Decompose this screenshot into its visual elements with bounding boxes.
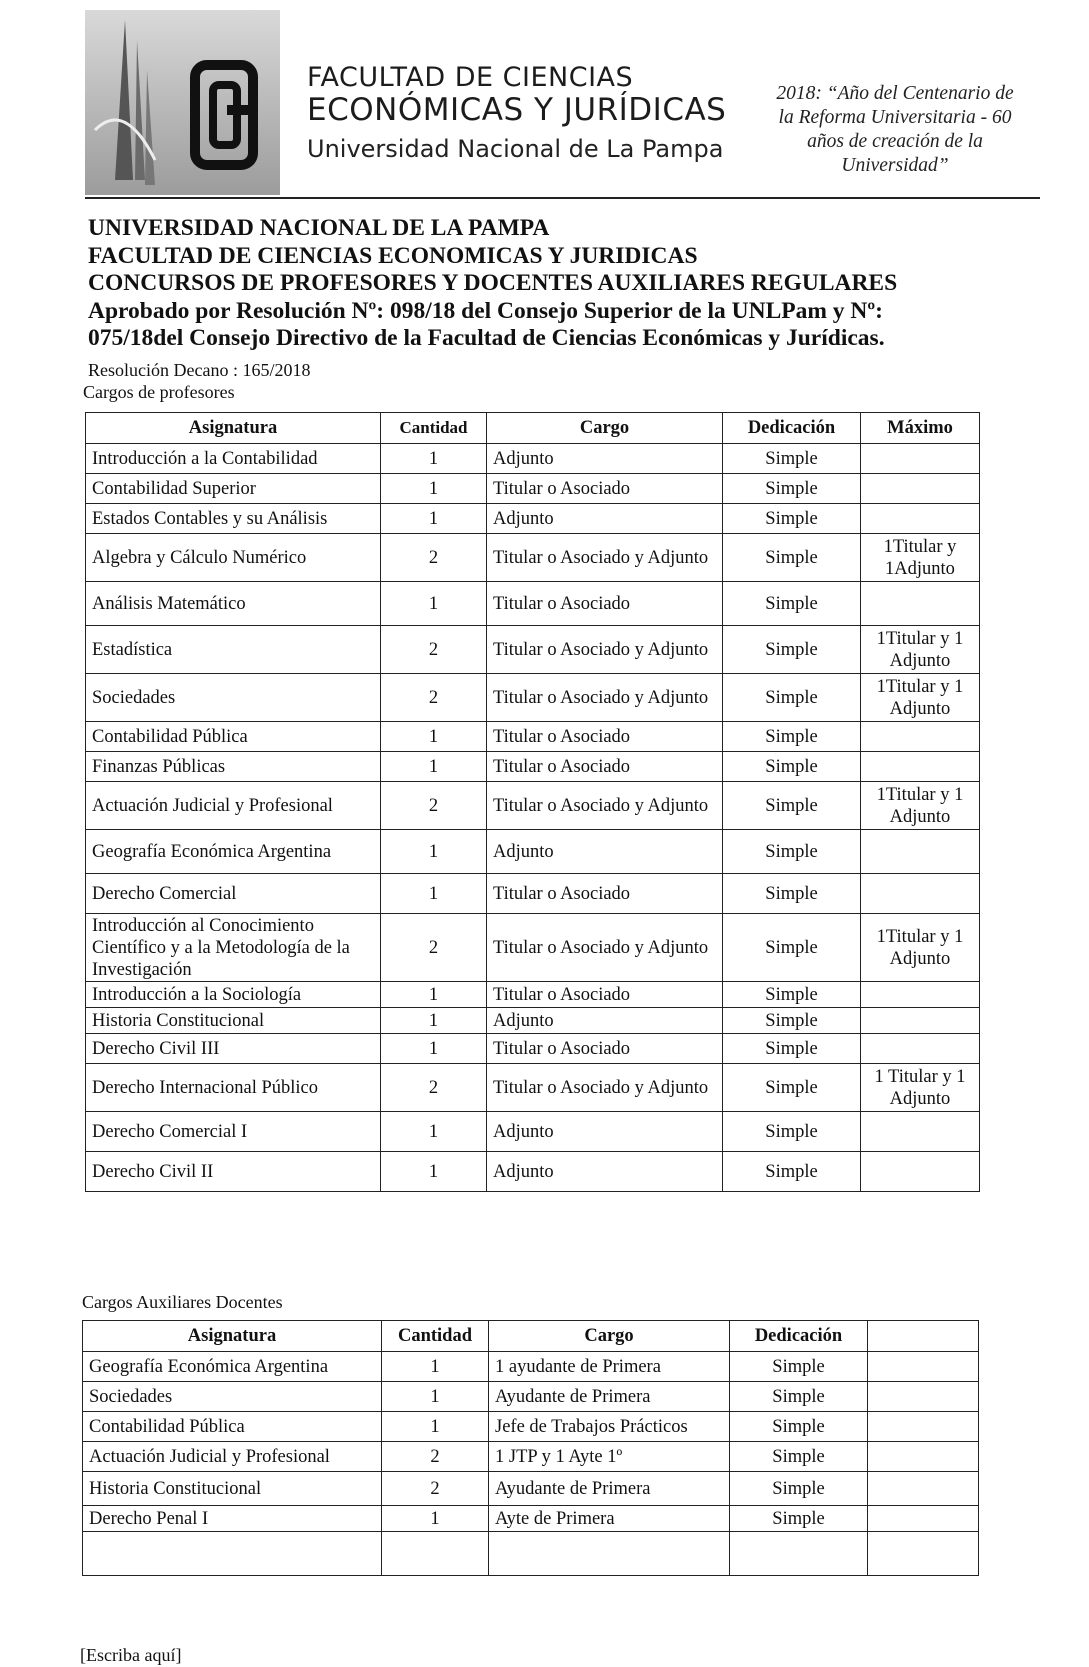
document-titles [88,215,1048,353]
cell-cantidad: 1 [381,1008,487,1034]
cell-dedicacion: Simple [723,1112,861,1152]
cell-asignatura: Derecho Penal I [83,1506,382,1532]
cell-maximo [861,474,980,504]
table-row [86,626,980,674]
cell-cantidad: 2 [381,534,487,582]
university-name: Universidad Nacional de La Pampa [307,135,724,163]
table-row [86,830,980,874]
cell-dedicacion: Simple [730,1382,868,1412]
cell-cantidad: 1 [381,582,487,626]
year-motto [750,82,1040,178]
cell-dedicacion: Simple [723,752,861,782]
table-row [83,1472,979,1506]
cell-dedicacion: Simple [723,474,861,504]
table-row [86,674,980,722]
table-row [86,582,980,626]
cell-cargo: Jefe de Trabajos Prácticos [489,1412,730,1442]
cell-cargo: Titular o Asociado [487,752,723,782]
table-row [83,1442,979,1472]
cell-asignatura: Geografía Económica Argentina [86,830,381,874]
table-header-row [86,413,980,444]
cell-cargo: Titular o Asociado [487,874,723,914]
cell-asignatura: Contabilidad Superior [86,474,381,504]
cell-cargo: Ayudante de Primera [489,1382,730,1412]
cell-dedicacion: Simple [723,1064,861,1112]
cell-asignatura: Introducción a la Contabilidad [86,444,381,474]
cell-cantidad [382,1532,489,1576]
cell-asignatura: Introducción al Conocimiento Científico y a la Metodología de la Investigación [86,914,381,982]
auxiliares-section-label: Cargos Auxiliares Docentes [82,1292,283,1312]
cell-maximo: 1 Titular y 1 Adjunto [861,1064,980,1112]
cell-dedicacion: Simple [723,914,861,982]
cell-cargo: Titular o Asociado y Adjunto [487,626,723,674]
cell-cargo: Adjunto [487,830,723,874]
motto-line: 2018: “Año del Centenario de [776,83,1014,104]
cell-cantidad: 1 [381,982,487,1008]
faculty-name-line1: FACULTAD DE CIENCIAS [307,62,634,93]
cell-cantidad: 2 [381,1064,487,1112]
table-header-row [83,1321,979,1352]
table-row [86,914,980,982]
cell-cargo: Adjunto [487,1008,723,1034]
cell-asignatura: Sociedades [83,1382,382,1412]
cell-asignatura: Geografía Económica Argentina [83,1352,382,1382]
title-line: Aprobado por Resolución Nº: 098/18 del Consejo Superior de la UNLPam y Nº: [88,297,883,324]
header-cantidad: Cantidad [381,413,487,444]
cell-dedicacion: Simple [730,1506,868,1532]
cell-dedicacion: Simple [730,1352,868,1382]
table-row [86,1152,980,1192]
cell-asignatura: Análisis Matemático [86,582,381,626]
cell-cargo: Titular o Asociado y Adjunto [487,914,723,982]
cell-dedicacion: Simple [723,534,861,582]
cell-cargo: Titular o Asociado [487,982,723,1008]
faculty-name-line2: ECONÓMICAS Y JURÍDICAS [307,92,727,128]
header-cargo: Cargo [489,1321,730,1352]
title-line: CONCURSOS DE PROFESORES Y DOCENTES AUXILIARES REGULARES [88,270,898,296]
cell-maximo: 1Titular y 1 Adjunto [861,914,980,982]
cell-maximo [861,752,980,782]
header-asignatura: Asignatura [83,1321,382,1352]
cell-cantidad: 1 [382,1382,489,1412]
title-line: UNIVERSIDAD NACIONAL DE LA PAMPA [88,215,550,241]
cell-asignatura: Finanzas Públicas [86,752,381,782]
cell-asignatura: Actuación Judicial y Profesional [86,782,381,830]
cell-asignatura: Actuación Judicial y Profesional [83,1442,382,1472]
table-row [86,504,980,534]
cell-dedicacion [730,1532,868,1576]
cell-extra [868,1472,979,1506]
header-dedicacion: Dedicación [723,413,861,444]
cell-cantidad: 1 [381,752,487,782]
cell-cargo: Titular o Asociado [487,1034,723,1064]
cell-asignatura: Derecho Civil III [86,1034,381,1064]
cell-asignatura: Sociedades [86,674,381,722]
cell-extra [868,1442,979,1472]
cell-cantidad: 2 [381,914,487,982]
cell-dedicacion: Simple [723,782,861,830]
cell-dedicacion: Simple [723,626,861,674]
table-row [86,1034,980,1064]
cell-cargo: Adjunto [487,504,723,534]
motto-line: la Reforma Universitaria - 60 [778,107,1012,128]
cell-maximo [861,874,980,914]
table-row [86,474,980,504]
table-row [83,1412,979,1442]
cell-cargo: Ayte de Primera [489,1506,730,1532]
cell-asignatura: Contabilidad Pública [86,722,381,752]
cell-dedicacion: Simple [723,830,861,874]
cell-cantidad: 1 [381,1034,487,1064]
motto-line: Universidad” [841,155,949,176]
cell-maximo [861,982,980,1008]
cell-cantidad: 1 [381,874,487,914]
header-dedicacion: Dedicación [730,1321,868,1352]
cell-asignatura: Algebra y Cálculo Numérico [86,534,381,582]
cell-cantidad: 1 [381,1112,487,1152]
cell-maximo: 1Titular y 1 Adjunto [861,674,980,722]
cell-cargo: Titular o Asociado [487,722,723,752]
cell-cargo: 1 JTP y 1 Ayte 1º [489,1442,730,1472]
footer-placeholder: [Escriba aquí] [80,1645,182,1665]
cell-cargo: Ayudante de Primera [489,1472,730,1506]
profesores-table [85,412,980,1192]
cell-cantidad: 1 [382,1412,489,1442]
cell-dedicacion: Simple [730,1442,868,1472]
cell-maximo [861,1152,980,1192]
cell-dedicacion: Simple [723,1152,861,1192]
faculty-logo [85,10,280,195]
table-row [86,1112,980,1152]
table-row [83,1352,979,1382]
cell-cargo: Titular o Asociado y Adjunto [487,674,723,722]
table-row [86,722,980,752]
cell-dedicacion: Simple [723,504,861,534]
table-row [83,1506,979,1532]
table-row [86,444,980,474]
table-row [86,782,980,830]
cell-asignatura: Contabilidad Pública [83,1412,382,1442]
header-asignatura: Asignatura [86,413,381,444]
cell-cargo: Adjunto [487,1152,723,1192]
cell-maximo [861,504,980,534]
cell-cantidad: 1 [381,1152,487,1192]
cell-dedicacion: Simple [730,1412,868,1442]
cell-dedicacion: Simple [723,444,861,474]
cell-asignatura: Estadística [86,626,381,674]
cell-cantidad: 2 [381,674,487,722]
cell-dedicacion: Simple [723,1008,861,1034]
header-divider [85,197,1040,199]
header-maximo: Máximo [861,413,980,444]
cell-cantidad: 1 [381,444,487,474]
table-row [86,982,980,1008]
header-cargo: Cargo [487,413,723,444]
cell-asignatura: Estados Contables y su Análisis [86,504,381,534]
cell-cantidad: 1 [382,1352,489,1382]
cell-maximo: 1Titular y 1 Adjunto [861,782,980,830]
title-line: FACULTAD DE CIENCIAS ECONOMICAS Y JURIDICAS [88,242,698,269]
cell-maximo [861,830,980,874]
cell-maximo [861,722,980,752]
cell-cantidad: 2 [381,782,487,830]
cell-cantidad: 1 [381,722,487,752]
cell-extra [868,1382,979,1412]
cell-extra [868,1506,979,1532]
cell-maximo [861,1112,980,1152]
cell-maximo [861,1008,980,1034]
cell-cantidad: 2 [382,1442,489,1472]
cell-cantidad: 2 [382,1472,489,1506]
cell-asignatura: Derecho Comercial [86,874,381,914]
cell-asignatura: Introducción a la Sociología [86,982,381,1008]
cell-extra [868,1412,979,1442]
cell-asignatura: Derecho Civil II [86,1152,381,1192]
cell-cantidad: 1 [382,1506,489,1532]
cell-maximo [861,444,980,474]
cell-cargo: Adjunto [487,444,723,474]
cell-cargo: Titular o Asociado [487,474,723,504]
header-cantidad: Cantidad [382,1321,489,1352]
letterhead [85,0,1040,200]
table-row [86,1064,980,1112]
table-row [86,752,980,782]
profesores-section-label: Cargos de profesores [83,382,235,402]
cell-maximo: 1Titular y 1Adjunto [861,534,980,582]
cell-extra [868,1352,979,1382]
cell-cantidad: 2 [381,626,487,674]
cell-cantidad: 1 [381,474,487,504]
title-line: 075/18del Consejo Directivo de la Facultad de Ciencias Económicas y Jurídicas. [88,325,885,351]
motto-line: años de creación de la [807,131,983,152]
table-row [83,1532,979,1576]
cell-asignatura: Derecho Comercial I [86,1112,381,1152]
table-row [86,1008,980,1034]
cell-asignatura [83,1532,382,1576]
cell-dedicacion: Simple [723,674,861,722]
table-row [86,874,980,914]
cell-dedicacion: Simple [723,874,861,914]
table-row [86,534,980,582]
cell-cantidad: 1 [381,830,487,874]
cell-dedicacion: Simple [730,1472,868,1506]
table-row [83,1382,979,1412]
cell-cargo: Titular o Asociado y Adjunto [487,782,723,830]
cell-dedicacion: Simple [723,582,861,626]
cell-cargo: 1 ayudante de Primera [489,1352,730,1382]
cell-maximo [861,1034,980,1064]
cell-maximo: 1Titular y 1 Adjunto [861,626,980,674]
cell-asignatura: Historia Constitucional [86,1008,381,1034]
auxiliares-table [82,1320,979,1576]
resolucion-decano: Resolución Decano : 165/2018 [88,360,311,380]
cell-cantidad: 1 [381,504,487,534]
cell-asignatura: Derecho Internacional Público [86,1064,381,1112]
cell-asignatura: Historia Constitucional [83,1472,382,1506]
header-extra [868,1321,979,1352]
cell-extra [868,1532,979,1576]
cell-dedicacion: Simple [723,1034,861,1064]
cell-cargo: Adjunto [487,1112,723,1152]
cell-cargo: Titular o Asociado y Adjunto [487,1064,723,1112]
cell-cargo: Titular o Asociado [487,582,723,626]
cell-dedicacion: Simple [723,722,861,752]
cell-cargo [489,1532,730,1576]
cell-cargo: Titular o Asociado y Adjunto [487,534,723,582]
cell-dedicacion: Simple [723,982,861,1008]
cell-maximo [861,582,980,626]
